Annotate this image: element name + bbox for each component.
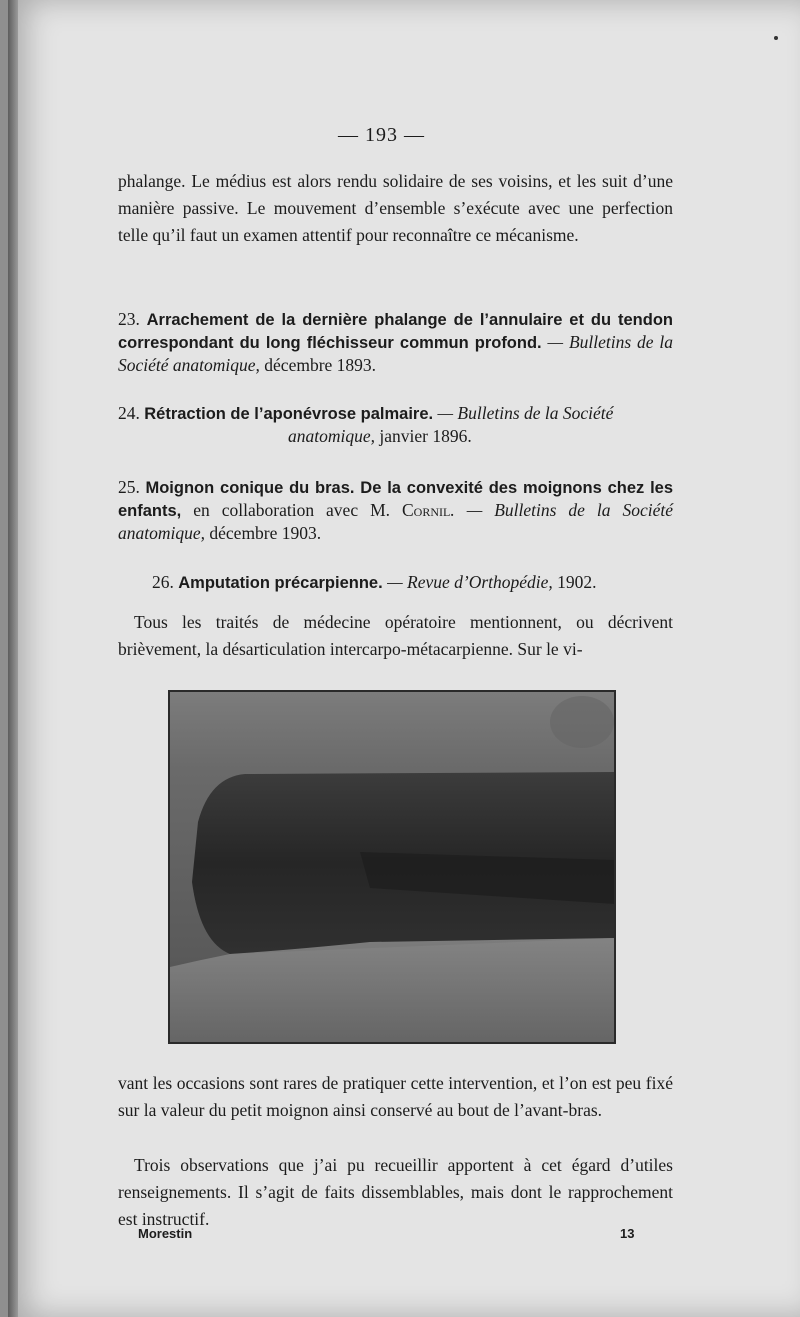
entry-24-line-2: [118, 425, 673, 447]
footer-signature: 13: [620, 1226, 635, 1241]
entry-26-number: 26.: [152, 572, 174, 592]
paragraph-3: vant les occasions sont rares de pratiquer cette intervention, et l’on est peu fixé sur la valeur du petit moignon ainsi conservé au bout de l’avant-bras.: [118, 1073, 673, 1120]
entry-25-title: Moignon conique du bras. De la convexité des moignons chez les enfants,: [118, 479, 674, 520]
entry-24-date: janvier 1896.: [379, 426, 472, 446]
entry-23-source: — Bulletins de la Société anatomique,: [118, 332, 674, 375]
page-edge-shadow: [8, 0, 18, 1317]
xray-image: [170, 692, 614, 1042]
paragraph-4: Trois observations que j’ai pu recueillir apportent à cet égard d’utiles renseignements. Il s’agit de faits dissemblables, mais dont le rapprochement est instructif.: [118, 1155, 673, 1229]
entry-24-number: 24.: [118, 403, 140, 423]
entry-25-date: décembre 1903.: [209, 523, 322, 543]
entry-26-source: — Revue d’Orthopédie,: [387, 572, 553, 592]
entry-25-source: . — Bulletins de la Société anatomique,: [118, 500, 674, 543]
entry-23: [118, 308, 673, 376]
entry-24-source-a: — Bulletins de la Société: [437, 403, 614, 423]
entry-25-collab: en collaboration avec M.: [193, 500, 391, 520]
entry-23-title: Arrachement de la dernière phalange de l’annulaire et du tendon correspondant du long fléchisseur commun profond.: [118, 311, 674, 352]
entry-26-date: 1902.: [557, 572, 597, 592]
footer-author: Morestin: [138, 1226, 193, 1241]
entry-25-collab-name: Cornil: [402, 500, 451, 520]
entry-26-title: Amputation précarpienne.: [178, 574, 383, 592]
speck: [774, 36, 778, 40]
entry-23-date: décembre 1893.: [264, 355, 377, 375]
page-number: — 193 —: [338, 124, 425, 146]
entry-24: [118, 402, 673, 447]
entry-24-source-b: anatomique,: [288, 426, 376, 446]
entry-25-number: 25.: [118, 477, 140, 497]
entry-25: [118, 476, 673, 544]
entry-24-title: Rétraction de l’aponévrose palmaire.: [144, 405, 434, 423]
paragraph-1: phalange. Le médius est alors rendu solidaire de ses voisins, et les suit d’une manière passive. Le mouvement d’ensemble s’exécute avec une perfection telle qu’il faut un examen attentif pour reconnaître ce mécanisme.: [118, 171, 673, 245]
xray-photograph: [168, 690, 616, 1044]
paragraph-2: Tous les traités de médecine opératoire mentionnent, ou décrivent brièvement, la désarticulation intercarpo-métacarpienne. Sur le vi-: [118, 612, 673, 659]
entry-23-number: 23.: [118, 309, 140, 329]
book-page: [8, 0, 800, 1317]
entry-26: [118, 571, 673, 594]
